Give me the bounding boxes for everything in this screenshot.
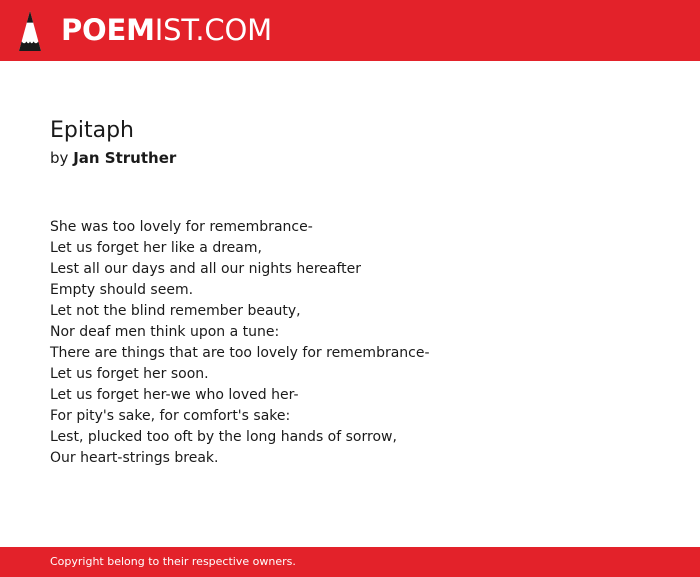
site-header — [0, 0, 700, 61]
poem-title: Epitaph — [50, 118, 134, 143]
author-link[interactable]: Jan Struther — [73, 149, 177, 167]
site-logo-text — [61, 0, 272, 61]
poem-line: She was too lovely for remembrance- — [50, 219, 313, 235]
poem-line: There are things that are too lovely for remembrance- — [50, 345, 430, 361]
poem-line: For pity's sake, for comfort's sake: — [50, 408, 291, 424]
copyright-text: Copyright belong to their respective owners. — [50, 555, 296, 568]
site-footer — [0, 547, 700, 577]
poem-line: Empty should seem. — [50, 282, 194, 298]
poem-line: Nor deaf men think upon a tune: — [50, 324, 280, 340]
poem-line: Lest all our days and all our nights hereafter — [50, 261, 362, 277]
poem-line: Lest, plucked too oft by the long hands of sorrow, — [50, 429, 397, 445]
site-logo-link[interactable] — [18, 0, 272, 61]
poem-content — [50, 116, 670, 469]
pencil-tip-icon — [18, 10, 42, 52]
poem-line: Let us forget her like a dream, — [50, 240, 262, 256]
poem-line: Let us forget her-we who loved her- — [50, 387, 299, 403]
poem-body — [50, 217, 670, 469]
poem-line: Let not the blind remember beauty, — [50, 303, 301, 319]
poem-line: Let us forget her soon. — [50, 366, 209, 382]
logo-text-light: IST.COM — [154, 13, 272, 47]
poem-line: Our heart-strings break. — [50, 450, 219, 466]
logo-text-bold: POEM — [61, 13, 155, 47]
poem-byline — [50, 146, 670, 170]
byline-by-label: by — [50, 149, 69, 167]
